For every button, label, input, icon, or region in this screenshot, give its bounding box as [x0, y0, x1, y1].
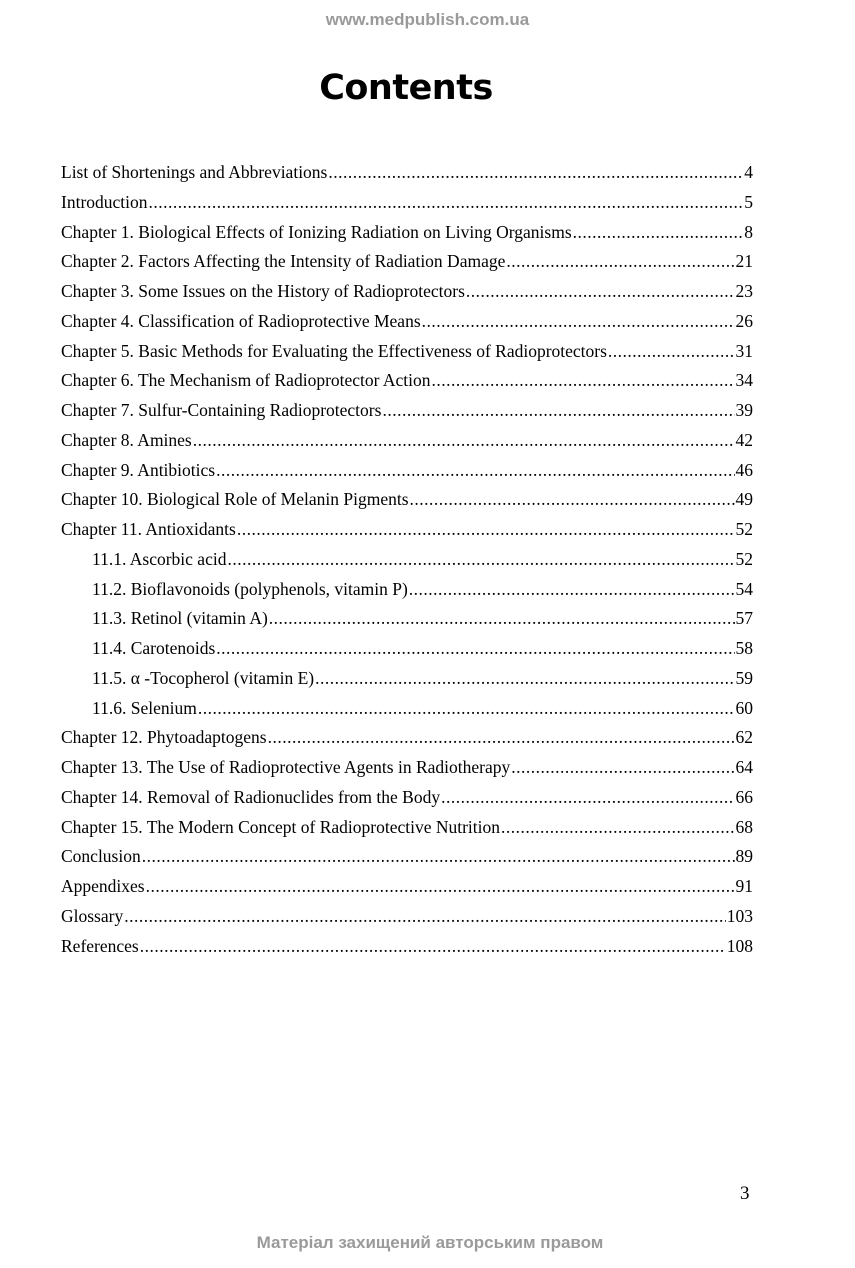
- toc-entry-label: Chapter 4. Classification of Radioprotective Means: [61, 310, 421, 331]
- toc-entry-page: 26: [735, 310, 753, 331]
- toc-entry-label: 11.5. α -Tocopherol (vitamin E): [92, 667, 315, 688]
- toc-leader-dots: [409, 579, 735, 600]
- toc-entry-page: 59: [735, 667, 753, 688]
- toc-leader-dots: [149, 192, 744, 213]
- toc-entry: [61, 787, 753, 817]
- toc-leader-dots: [382, 400, 734, 421]
- toc-entry-label: Chapter 7. Sulfur-Containing Radioprotectors: [61, 400, 382, 420]
- toc-entry-label: Chapter 8. Amines: [61, 429, 192, 450]
- toc-entry-page: 52: [735, 519, 753, 539]
- toc-entry-label: Chapter 3. Some Issues on the History of Radioprotectors: [61, 281, 465, 301]
- toc-entry-label: Chapter 5. Basic Methods for Evaluating the Effectiveness of Radioprotectors: [61, 340, 607, 361]
- toc-entry-page: 103: [726, 905, 753, 926]
- toc-entry-page: 4: [744, 162, 753, 182]
- toc-entry: [61, 608, 753, 638]
- toc-leader-dots: [328, 162, 743, 183]
- toc-entry-label: Chapter 15. The Modern Concept of Radioprotective Nutrition: [61, 816, 501, 837]
- toc-leader-dots: [216, 638, 734, 659]
- toc-leader-dots: [198, 698, 735, 719]
- toc-leader-dots: [237, 519, 735, 540]
- toc-entry-page: 68: [735, 816, 753, 837]
- toc-entry: [61, 638, 753, 668]
- toc-entry-page: 62: [735, 727, 753, 748]
- toc-entry: [61, 192, 753, 222]
- toc-entry-label: 11.1. Ascorbic acid: [92, 548, 227, 569]
- toc-entry-page: 31: [735, 340, 753, 361]
- toc-entry-page: 58: [735, 638, 753, 658]
- toc-entry: [61, 757, 753, 787]
- toc-entry: [61, 222, 753, 252]
- toc-entry-page: 8: [744, 221, 753, 242]
- toc-leader-dots: [608, 341, 735, 362]
- toc-entry: [61, 370, 753, 400]
- toc-entry-label: Chapter 13. The Use of Radioprotective Agents in Radiotherapy: [61, 757, 511, 777]
- toc-entry: [61, 727, 753, 757]
- toc-leader-dots: [466, 281, 735, 302]
- toc-entry: [61, 430, 753, 460]
- toc-entry-label: Chapter 12. Phytoadaptogens: [61, 727, 267, 748]
- toc-entry-label: Chapter 9. Antibiotics: [61, 459, 216, 480]
- toc-leader-dots: [216, 460, 734, 481]
- toc-leader-dots: [422, 311, 735, 332]
- toc-entry-label: Chapter 1. Biological Effects of Ionizing Radiation on Living Organisms: [61, 221, 572, 242]
- toc-entry-page: 49: [735, 489, 753, 510]
- toc-entry-label: 11.4. Carotenoids: [92, 638, 216, 658]
- toc-entry-label: Chapter 11. Antioxidants: [61, 519, 236, 539]
- toc-entry-page: 5: [744, 191, 753, 212]
- toc-entry: [61, 936, 753, 966]
- toc-entry-page: 46: [735, 459, 753, 480]
- toc-entry-label: Glossary: [61, 905, 124, 926]
- toc-entry: [61, 579, 753, 609]
- toc-entry-page: 60: [735, 697, 753, 718]
- toc-entry-label: Appendixes: [61, 876, 145, 896]
- toc-entry-page: 54: [735, 578, 753, 599]
- toc-entry: [61, 281, 753, 311]
- toc-leader-dots: [269, 608, 735, 629]
- toc-entry: [61, 846, 753, 876]
- toc-entry-label: List of Shortenings and Abbreviations: [61, 162, 328, 182]
- toc-entry: [61, 549, 753, 579]
- toc-entry-page: 89: [735, 846, 753, 867]
- toc-leader-dots: [432, 370, 735, 391]
- toc-entry: [61, 817, 753, 847]
- toc-leader-dots: [511, 757, 734, 778]
- toc-entry-label: References: [61, 935, 139, 956]
- toc-entry-page: 23: [735, 281, 753, 301]
- toc-entry: [61, 251, 753, 281]
- toc-entry: [61, 311, 753, 341]
- toc-leader-dots: [410, 489, 735, 510]
- toc-leader-dots: [441, 787, 734, 808]
- toc-entry-page: 64: [735, 757, 753, 777]
- toc-entry-label: Chapter 6. The Mechanism of Radioprotector Action: [61, 370, 431, 391]
- table-of-contents: [61, 162, 753, 965]
- toc-leader-dots: [142, 846, 735, 867]
- toc-entry-label: 11.6. Selenium: [92, 697, 197, 718]
- toc-entry-page: 21: [735, 251, 753, 272]
- page-title: Contents: [319, 68, 493, 108]
- toc-leader-dots: [193, 430, 735, 451]
- toc-entry: [61, 519, 753, 549]
- toc-entry-label: 11.3. Retinol (vitamin A): [92, 608, 268, 629]
- toc-leader-dots: [227, 549, 734, 570]
- toc-entry-page: 52: [735, 548, 753, 569]
- toc-entry-page: 66: [735, 786, 753, 807]
- toc-entry-page: 34: [735, 370, 753, 391]
- toc-entry-page: 42: [735, 429, 753, 450]
- toc-leader-dots: [146, 876, 735, 897]
- toc-entry-page: 108: [726, 935, 753, 956]
- toc-entry-page: 39: [735, 400, 753, 420]
- toc-leader-dots: [501, 817, 734, 838]
- toc-entry: [61, 341, 753, 371]
- toc-entry: [61, 668, 753, 698]
- toc-leader-dots: [124, 906, 726, 927]
- toc-entry: [61, 400, 753, 430]
- header-url: www.medpublish.com.ua: [325, 10, 530, 29]
- toc-entry-label: Chapter 10. Biological Role of Melanin Pigments: [61, 489, 409, 510]
- toc-leader-dots: [315, 668, 734, 689]
- toc-entry-page: 57: [735, 608, 753, 629]
- footer-copyright: Матеріал захищений авторським правом: [256, 1233, 604, 1252]
- page-number: 3: [740, 1183, 750, 1204]
- toc-entry-page: 91: [735, 876, 753, 896]
- toc-entry-label: 11.2. Bioflavonoids (polyphenols, vitamin P): [92, 578, 408, 599]
- toc-entry: [61, 162, 753, 192]
- toc-entry-label: Introduction: [61, 191, 148, 212]
- toc-leader-dots: [140, 936, 726, 957]
- toc-leader-dots: [506, 251, 734, 272]
- toc-entry: [61, 698, 753, 728]
- toc-entry-label: Conclusion: [61, 846, 141, 867]
- toc-leader-dots: [573, 222, 744, 243]
- toc-leader-dots: [268, 727, 735, 748]
- toc-entry: [61, 489, 753, 519]
- toc-entry-label: Chapter 2. Factors Affecting the Intensity of Radiation Damage: [61, 251, 506, 272]
- toc-entry: [61, 906, 753, 936]
- toc-entry: [61, 460, 753, 490]
- toc-entry: [61, 876, 753, 906]
- toc-entry-label: Chapter 14. Removal of Radionuclides from the Body: [61, 786, 441, 807]
